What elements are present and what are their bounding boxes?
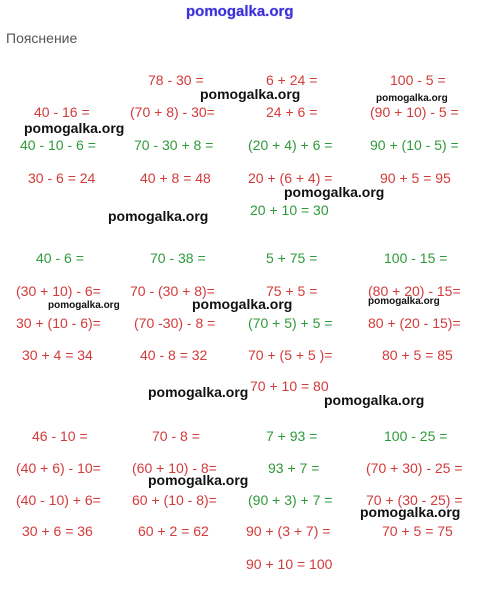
- equation-2: 6 + 24 =: [266, 72, 318, 88]
- equation-30: 40 - 8 = 32: [140, 347, 208, 363]
- watermark-2: pomogalka.org: [376, 93, 448, 104]
- equation-48: 90 + (3 + 7) =: [246, 523, 331, 539]
- watermark-5: pomogalka.org: [108, 208, 209, 224]
- equation-25: 30 + (10 - 6)=: [16, 315, 101, 331]
- equation-29: 30 + 4 = 34: [22, 347, 93, 363]
- equation-44: (90 + 3) + 7 =: [248, 492, 333, 508]
- equation-39: (60 + 10) - 8=: [132, 460, 217, 476]
- equation-13: 40 + 8 = 48: [140, 170, 211, 186]
- equation-45: 70 + (30 - 25) =: [366, 492, 463, 508]
- equation-20: 100 - 15 =: [384, 250, 448, 266]
- watermark-4: pomogalka.org: [284, 184, 385, 200]
- equation-6: 24 + 6 =: [266, 104, 318, 120]
- equation-17: 40 - 6 =: [36, 250, 84, 266]
- equation-24: (80 + 20) - 15=: [368, 283, 461, 299]
- equation-19: 5 + 75 =: [266, 250, 318, 266]
- equation-28: 80 + (20 - 15)=: [368, 315, 461, 331]
- equation-12: 30 - 6 = 24: [28, 170, 96, 186]
- equation-18: 70 - 38 =: [150, 250, 206, 266]
- equation-16: 20 + 10 = 30: [250, 202, 329, 218]
- equation-43: 60 + (10 - 8)=: [132, 492, 217, 508]
- equation-31: 70 + (5 + 5 )=: [248, 347, 333, 363]
- watermark-6: pomogalka.org: [192, 296, 293, 312]
- watermark-10: pomogalka.org: [324, 392, 425, 408]
- watermark-3: pomogalka.org: [24, 120, 125, 136]
- equation-33: 70 + 10 = 80: [250, 378, 329, 394]
- equation-49: 70 + 5 = 75: [382, 523, 453, 539]
- equation-9: 70 - 30 + 8 =: [134, 137, 214, 153]
- equation-8: 40 - 10 - 6 =: [20, 137, 96, 153]
- equation-22: 70 - (30 + 8)=: [130, 283, 215, 299]
- equation-4: 40 - 16 =: [34, 104, 90, 120]
- equation-23: 75 + 5 =: [266, 283, 318, 299]
- equation-1: 78 - 30 =: [148, 72, 204, 88]
- equation-21: (30 + 10) - 6=: [16, 283, 101, 299]
- watermark-9: pomogalka.org: [148, 384, 249, 400]
- site-title: pomogalka.org: [186, 3, 294, 20]
- page-heading: Пояснение: [6, 30, 78, 46]
- equation-47: 60 + 2 = 62: [138, 523, 209, 539]
- equation-15: 90 + 5 = 95: [380, 170, 451, 186]
- watermark-8: pomogalka.org: [368, 296, 440, 307]
- equation-40: 93 + 7 =: [268, 460, 320, 476]
- equation-10: (20 + 4) + 6 =: [248, 137, 333, 153]
- watermark-7: pomogalka.org: [48, 300, 120, 311]
- equation-35: 70 - 8 =: [152, 428, 200, 444]
- watermark-1: pomogalka.org: [200, 86, 301, 102]
- equation-46: 30 + 6 = 36: [22, 523, 93, 539]
- equation-3: 100 - 5 =: [390, 72, 446, 88]
- equation-11: 90 + (10 - 5) =: [370, 137, 459, 153]
- equation-34: 46 - 10 =: [32, 428, 88, 444]
- watermark-11: pomogalka.org: [148, 472, 249, 488]
- equation-37: 100 - 25 =: [384, 428, 448, 444]
- equation-42: (40 - 10) + 6=: [16, 492, 101, 508]
- equation-5: (70 + 8) - 30=: [130, 104, 215, 120]
- equation-32: 80 + 5 = 85: [382, 347, 453, 363]
- equation-26: (70 -30) - 8 =: [134, 315, 216, 331]
- watermark-12: pomogalka.org: [360, 504, 461, 520]
- equation-41: (70 + 30) - 25 =: [366, 460, 463, 476]
- equation-14: 20 + (6 + 4) =: [248, 170, 333, 186]
- equation-7: (90 + 10) - 5 =: [370, 104, 459, 120]
- equation-36: 7 + 93 =: [266, 428, 318, 444]
- equation-50: 90 + 10 = 100: [246, 556, 333, 572]
- equation-27: (70 + 5) + 5 =: [248, 315, 333, 331]
- equation-38: (40 + 6) - 10=: [16, 460, 101, 476]
